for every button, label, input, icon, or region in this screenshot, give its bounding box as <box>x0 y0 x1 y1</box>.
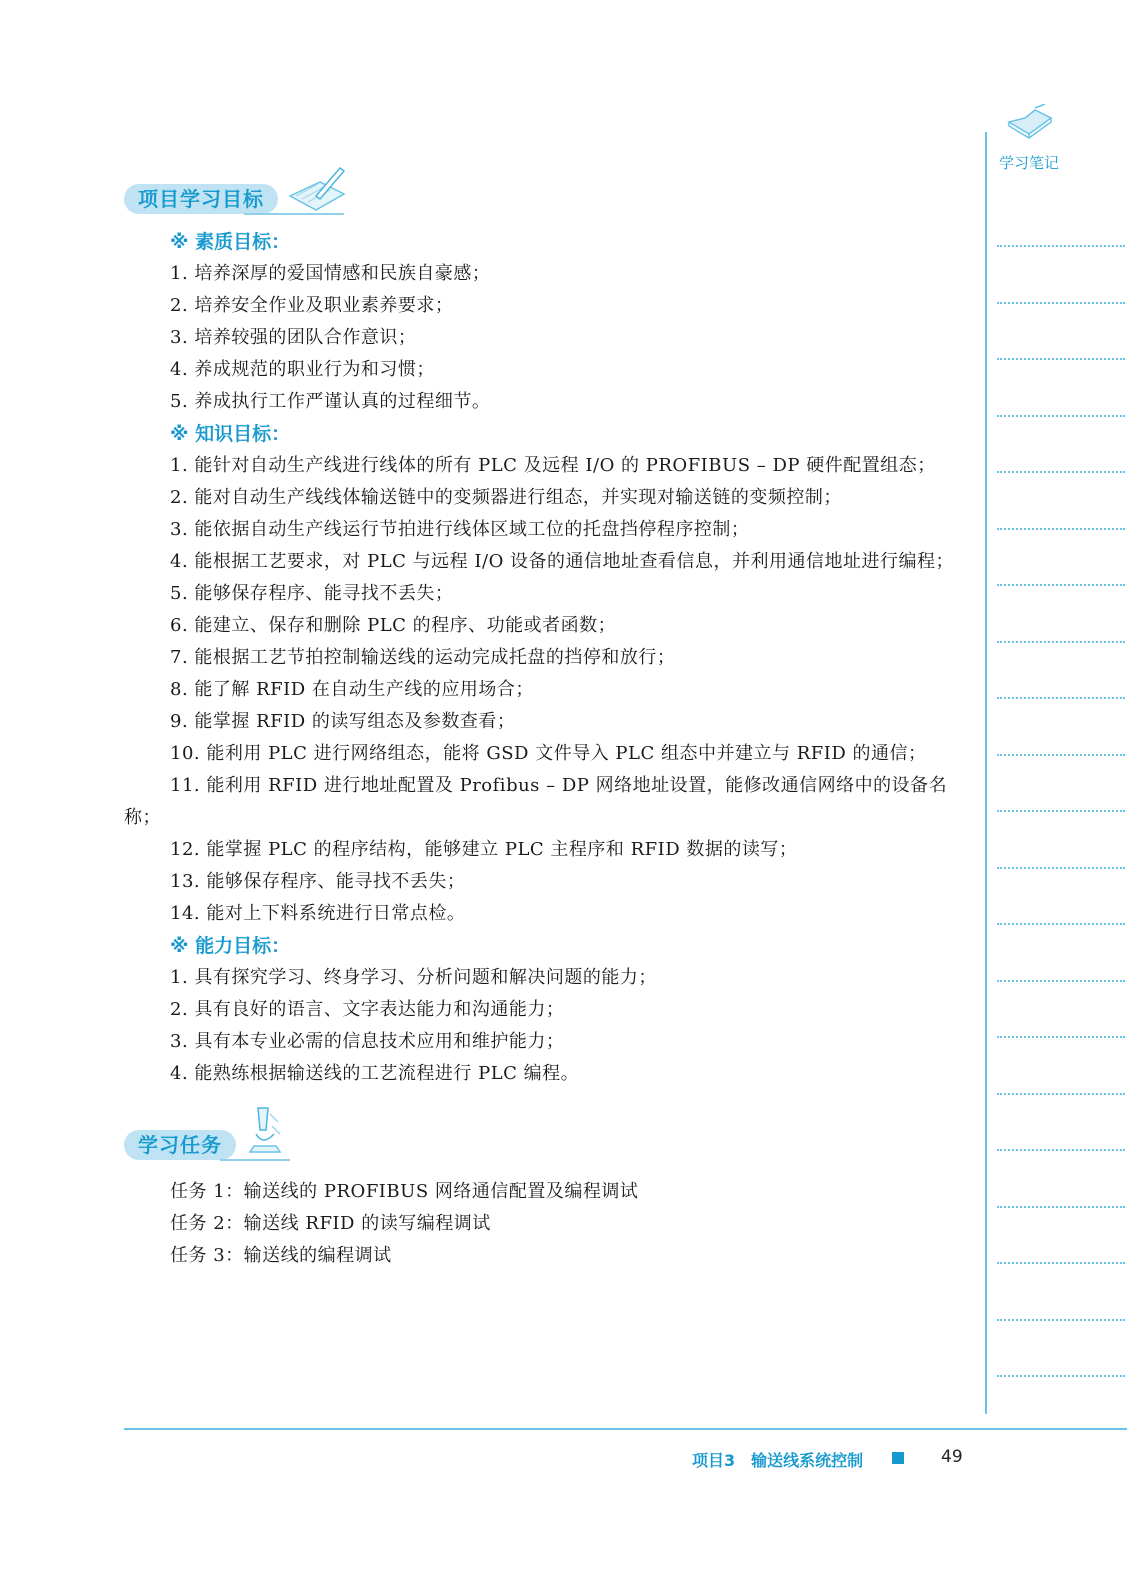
notes-vertical-line <box>985 132 987 1414</box>
note-line <box>997 980 1125 982</box>
objective-item: 9. 能掌握 RFID 的读写组态及参数查看； <box>170 711 516 732</box>
objective-group-heading: ※ 能力目标： <box>170 935 291 957</box>
objective-item: 8. 能了解 RFID 在自动生产线的应用场合； <box>170 679 534 700</box>
objective-item: 6. 能建立、保存和删除 PLC 的程序、功能或者函数； <box>170 615 617 636</box>
footer-chapter: 输送线系统控制 <box>751 1451 864 1470</box>
microscope-icon <box>242 1104 286 1158</box>
note-line <box>997 302 1125 304</box>
note-line <box>997 1319 1125 1321</box>
objective-item: 14. 能对上下料系统进行日常点检。 <box>170 903 466 924</box>
objective-item: 3. 培养较强的团队合作意识； <box>170 327 417 348</box>
objective-item: 1. 具有探究学习、终身学习、分析问题和解决问题的能力； <box>170 967 657 988</box>
footer-project: 项目3 <box>692 1451 736 1470</box>
note-line <box>997 867 1125 869</box>
objective-item: 2. 能对自动生产线线体输送链中的变频器进行组态，并实现对输送链的变频控制； <box>170 487 842 508</box>
note-line <box>997 1036 1125 1038</box>
objective-item: 3. 具有本专业必需的信息技术应用和维护能力； <box>170 1031 565 1052</box>
note-line <box>997 1149 1125 1151</box>
footer-running-title <box>692 1448 863 1471</box>
objective-group-heading: ※ 素质目标： <box>170 231 291 253</box>
note-line <box>997 641 1125 643</box>
objective-item: 5. 养成执行工作严谨认真的过程细节。 <box>170 391 491 412</box>
task-item: 任务 2：输送线 RFID 的读写编程调试 <box>170 1213 491 1234</box>
tasks-title-pill: 学习任务 <box>124 1130 236 1160</box>
title-underline <box>220 1159 290 1161</box>
note-line <box>997 810 1125 812</box>
note-line <box>997 245 1125 247</box>
footer-square-marker <box>892 1452 904 1464</box>
note-line <box>997 697 1125 699</box>
note-line <box>997 358 1125 360</box>
note-line <box>997 528 1125 530</box>
page-number: 49 <box>941 1447 963 1467</box>
objective-item: 4. 能根据工艺要求，对 PLC 与远程 I/O 设备的通信地址查看信息，并利用通信地址进行编程； <box>170 551 955 572</box>
objective-item: 2. 具有良好的语言、文字表达能力和沟通能力； <box>170 999 565 1020</box>
objective-group-heading: ※ 知识目标： <box>170 423 291 445</box>
objective-item: 2. 培养安全作业及职业素养要求； <box>170 295 454 316</box>
objectives-section-title <box>124 180 964 216</box>
task-item: 任务 1：输送线的 PROFIBUS 网络通信配置及编程调试 <box>170 1181 639 1202</box>
objective-item: 10. 能利用 PLC 进行网络组态，能将 GSD 文件导入 PLC 组态中并建立与 RFID 的通信； <box>170 743 927 764</box>
notes-title: 学习笔记 <box>999 154 1060 172</box>
objective-item: 11. 能利用 RFID 进行地址配置及 Profibus – DP 网络地址设置，能修改通信网络中的设备名称； <box>124 775 948 828</box>
objective-item: 4. 养成规范的职业行为和习惯； <box>170 359 435 380</box>
note-line <box>997 1375 1125 1377</box>
objective-item: 13. 能够保存程序、能寻找不丢失； <box>170 871 466 892</box>
note-line <box>997 754 1125 756</box>
note-line <box>997 415 1125 417</box>
notes-column <box>985 120 1127 1415</box>
objectives-groups <box>124 226 964 1090</box>
tasks-section-title <box>124 1126 964 1162</box>
open-book-icon <box>1005 104 1055 144</box>
objective-item: 1. 能针对自动生产线进行线体的所有 PLC 及远程 I/O 的 PROFIBUS – DP 硬件配置组态； <box>170 455 936 476</box>
note-line <box>997 584 1125 586</box>
note-line <box>997 1262 1125 1264</box>
objective-item: 5. 能够保存程序、能寻找不丢失； <box>170 583 454 604</box>
note-line <box>997 471 1125 473</box>
note-line <box>997 1206 1125 1208</box>
pen-and-notebook-icon <box>286 166 348 216</box>
task-list <box>124 1176 964 1272</box>
note-line <box>997 1093 1125 1095</box>
task-item: 任务 3：输送线的编程调试 <box>170 1245 392 1266</box>
note-line <box>997 923 1125 925</box>
objective-item: 1. 培养深厚的爱国情感和民族自豪感； <box>170 263 491 284</box>
objective-item: 12. 能掌握 PLC 的程序结构，能够建立 PLC 主程序和 RFID 数据的读写； <box>170 839 798 860</box>
objectives-title-pill: 项目学习目标 <box>124 184 278 214</box>
footer-rule <box>124 1428 1127 1430</box>
objective-item: 7. 能根据工艺节拍控制输送线的运动完成托盘的挡停和放行； <box>170 647 676 668</box>
objective-item: 3. 能依据自动生产线运行节拍进行线体区域工位的托盘挡停程序控制； <box>170 519 750 540</box>
objective-item: 4. 能熟练根据输送线的工艺流程进行 PLC 编程。 <box>170 1063 580 1084</box>
main-content <box>124 180 964 1272</box>
